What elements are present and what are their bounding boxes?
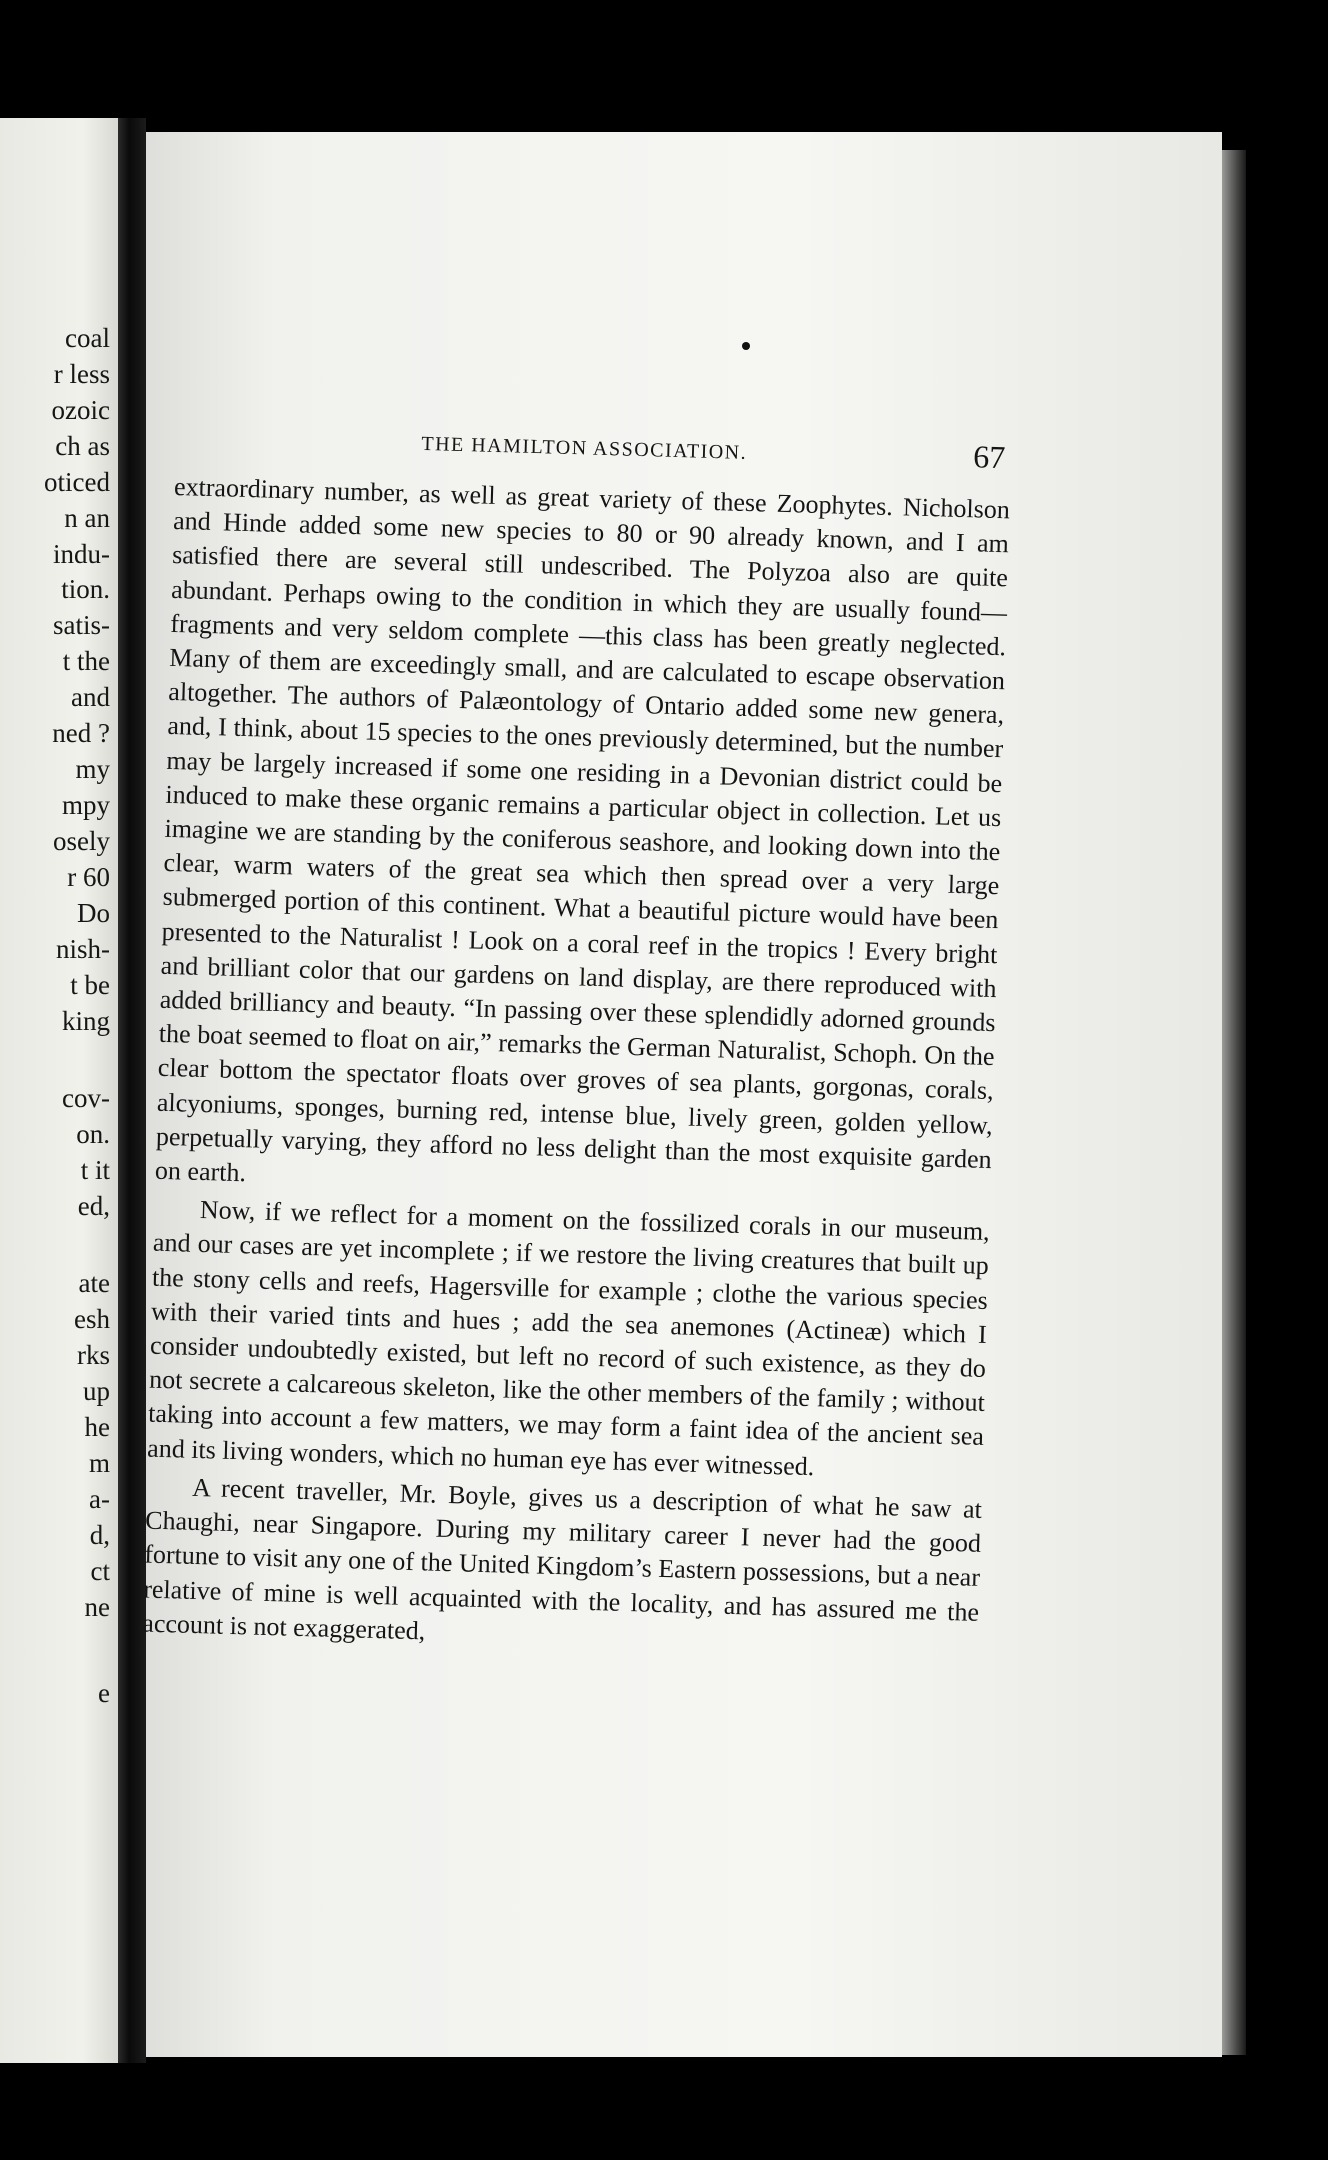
left-page-line-fragment: Do <box>77 898 110 928</box>
page-number: 67 <box>972 438 1006 476</box>
paragraph-3: A recent traveller, Mr. Boyle, gives us a description of what he saw at Chaughi, near Singapore. During my military career I never had the good fortune to visit any one of the United Kingdom’s Eastern possessions, but a near relative of mine is well acquainted with the locality, and has assured me the account is not exaggerated, <box>141 1472 983 1646</box>
left-page-line-fragment: on. <box>76 1119 110 1149</box>
left-page-line-fragment: my <box>75 754 110 784</box>
left-page-line-fragment: king <box>61 1006 110 1036</box>
left-page-line-fragment: he <box>84 1412 110 1442</box>
left-page-line-fragment: r 60 <box>67 862 110 892</box>
left-page-line-fragment: ed, <box>77 1191 110 1221</box>
left-page-line-fragment: and <box>71 682 110 712</box>
left-page-line-fragment: n an <box>64 503 110 533</box>
left-page-line-fragment: t it <box>80 1155 110 1185</box>
left-page-line-fragment: ozoic <box>51 395 110 425</box>
left-page-line-fragment: d, <box>89 1520 110 1550</box>
page-edge-shadow <box>1222 150 1246 2055</box>
left-page-line-fragment: esh <box>74 1304 110 1334</box>
running-title: THE HAMILTON ASSOCIATION. <box>421 432 748 464</box>
left-page-line-fragment: satis- <box>53 610 110 640</box>
left-page-line-fragment: indu- <box>53 539 110 569</box>
left-page-line-fragment: mpy <box>61 790 110 820</box>
left-page-line-fragment: ct <box>90 1556 110 1586</box>
left-page-line-fragment: up <box>83 1376 110 1406</box>
left-facing-page <box>0 118 118 2063</box>
left-page-line-fragment: r less <box>53 359 110 389</box>
left-page-line-fragment: nish- <box>56 934 110 964</box>
left-page-line-fragment: t be <box>70 970 110 1000</box>
left-page-line-fragment: tion. <box>61 574 110 604</box>
left-page-line-fragment: e <box>98 1678 110 1708</box>
left-page-line-fragment: t the <box>62 646 110 676</box>
left-page-line-fragment: osely <box>53 826 110 856</box>
left-page-line-fragment: ned ? <box>52 718 110 748</box>
ink-speck <box>742 342 750 350</box>
left-page-line-fragment: oticed <box>44 467 110 497</box>
left-page-line-fragment: cov- <box>62 1083 110 1113</box>
left-page-line-fragment: coal <box>65 323 110 353</box>
page-text-block <box>142 420 1012 1664</box>
left-page-line-fragment: m <box>88 1448 110 1478</box>
left-page-line-fragment: a- <box>89 1484 110 1514</box>
left-page-line-fragment: rks <box>77 1340 110 1370</box>
left-page-line-fragment: ate <box>78 1268 110 1298</box>
body-text <box>142 470 1010 1664</box>
paragraph-1: extraordinary number, as well as great variety of these Zoophytes. Nicholson and Hinde added some new species to 80 or 90 already known, and I am satisfied there are several still undescribed. The Polyzoa also are quite abundant. Perhaps owing to the condition in which they are usually found—fragments and very seldom complete —this class has been greatly neglected. Many of them are exceedingly small, and are calculated to escape observation altogether. The authors of Palæontology of Ontario added some new genera, and, I think, about 15 species to the ones previously determined, but the number may be largely increased if some one residing in a Devonian district could be induced to make these organic remains a particular object in collection. Let us imagine we are standing by the coniferous seashore, and looking down into the clear, warm waters of the great sea which then spread over a very large submerged portion of this continent. What a beautiful picture would have been presented to the Naturalist ! Look on a coral reef in the tropics ! Every bright and brilliant color that our gardens on land display, are there reproduced with added brilliancy and beauty. “In passing over these splendidly adorned grounds the boat seemed to float on air,” remarks the German Naturalist, Schoph. On the clear bottom the spectator floats over groves of sea plants, gorgonas, corals, alcyoniums, sponges, burning red, intense blue, lively green, golden yellow, perpetually varying, they afford no less delight than the most exquisite garden on earth. <box>154 471 1011 1188</box>
book-gutter <box>118 118 146 2063</box>
left-page-line-fragment: ne <box>84 1592 110 1622</box>
paragraph-2: Now, if we reflect for a moment on the fossilized corals in our museum, and our cases are yet incomplete ; if we restore the living creatures that built up the stony cells and reefs, Hagersville for example ; clothe the various species with their varied tints and hues ; add the sea anemones (Actineæ) which I consider undoubtedly existed, but left no record of such existence, as they do not secrete a calcareous skeleton, like the other members of the family ; without taking into account a few matters, we may form a faint idea of the ancient sea and its living wonders, which no human eye has ever witnessed. <box>146 1195 991 1481</box>
left-page-line-fragment: ch as <box>55 431 110 461</box>
